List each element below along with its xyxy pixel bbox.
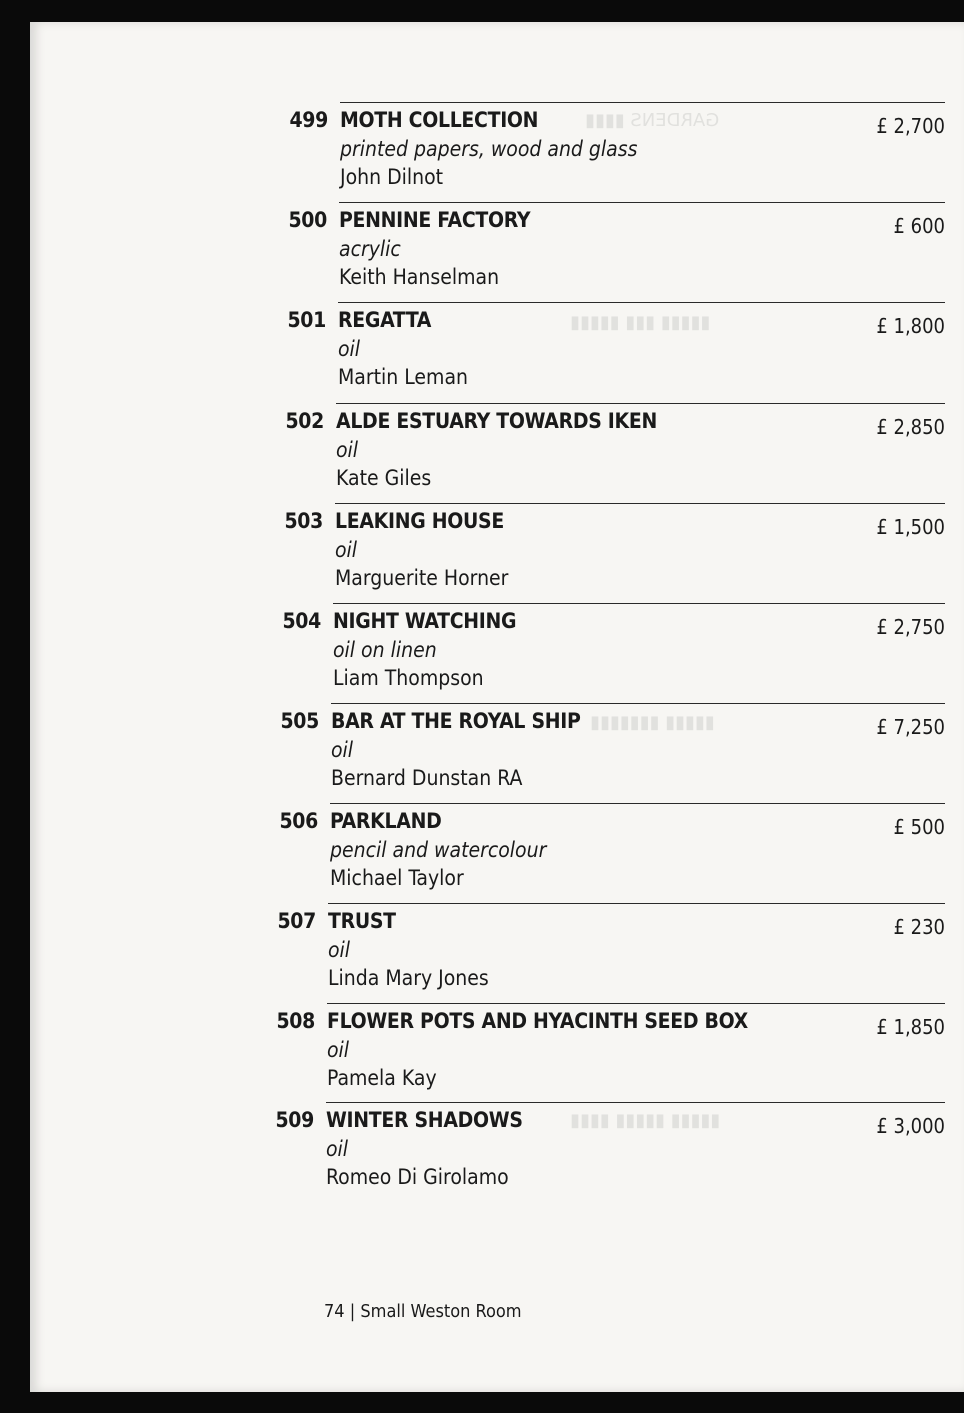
entry-divider xyxy=(336,403,945,404)
lot-number: 508 xyxy=(276,1009,315,1033)
artwork-price: £ 230 xyxy=(893,915,945,939)
lot-number: 501 xyxy=(287,308,326,332)
lot-number: 507 xyxy=(277,909,316,933)
entry-divider xyxy=(335,503,945,504)
artwork-price: £ 1,850 xyxy=(876,1015,945,1039)
artist-name: Keith Hanselman xyxy=(339,265,500,289)
artwork-medium: oil xyxy=(328,938,351,962)
artwork-price: £ 3,000 xyxy=(876,1114,945,1138)
show-through-text: ▮▮▮▮▮ ▮▮▮ ▮▮▮▮▮ xyxy=(570,312,711,333)
entry-divider xyxy=(328,903,945,904)
entry-divider xyxy=(340,102,945,103)
artwork-price: £ 2,700 xyxy=(876,114,945,138)
artist-name: Bernard Dunstan RA xyxy=(331,766,523,790)
artwork-title: PENNINE FACTORY xyxy=(339,208,531,232)
entry-divider xyxy=(330,803,945,804)
lot-number: 502 xyxy=(285,409,324,433)
lot-number: 506 xyxy=(279,809,318,833)
lot-number: 504 xyxy=(282,609,321,633)
entry-divider xyxy=(327,1003,945,1004)
show-through-text: GARDENS ▮▮▮▮ xyxy=(585,110,720,131)
artwork-medium: oil xyxy=(327,1038,350,1062)
page-number: 74 xyxy=(324,1301,345,1322)
artwork-price: £ 7,250 xyxy=(876,715,945,739)
lot-entry xyxy=(288,202,945,298)
artist-name: Liam Thompson xyxy=(333,666,484,690)
artist-name: John Dilnot xyxy=(340,165,444,189)
artwork-medium: oil xyxy=(331,738,354,762)
artwork-medium: oil xyxy=(335,538,358,562)
lot-entry xyxy=(282,603,945,699)
artwork-medium: printed papers, wood and glass xyxy=(340,137,638,161)
lot-number: 499 xyxy=(289,108,328,132)
lot-entry xyxy=(277,903,945,999)
entry-divider xyxy=(339,202,945,203)
footer-separator: | xyxy=(349,1301,356,1322)
artwork-price: £ 1,800 xyxy=(876,314,945,338)
entry-divider xyxy=(331,703,945,704)
artwork-price: £ 2,850 xyxy=(876,415,945,439)
artist-name: Michael Taylor xyxy=(330,866,464,890)
artwork-title: TRUST xyxy=(328,909,396,933)
lot-entry xyxy=(279,803,945,899)
artwork-title: REGATTA xyxy=(338,308,432,332)
lot-entry xyxy=(284,503,945,599)
lot-number: 503 xyxy=(284,509,323,533)
artist-name: Linda Mary Jones xyxy=(328,966,489,990)
artwork-title: LEAKING HOUSE xyxy=(335,509,504,533)
artwork-medium: acrylic xyxy=(339,237,401,261)
show-through-text: ▮▮▮▮▮ ▮▮▮▮▮ ▮▮▮▮ xyxy=(570,1110,721,1131)
artwork-title: NIGHT WATCHING xyxy=(333,609,517,633)
artwork-price: £ 1,500 xyxy=(876,515,945,539)
entry-divider xyxy=(338,302,945,303)
artwork-title: MOTH COLLECTION xyxy=(340,108,539,132)
lot-number: 509 xyxy=(275,1108,314,1132)
artwork-medium: oil on linen xyxy=(333,638,437,662)
room-name: Small Weston Room xyxy=(360,1301,522,1322)
artist-name: Pamela Kay xyxy=(327,1066,437,1090)
lot-number: 500 xyxy=(288,208,327,232)
artwork-medium: pencil and watercolour xyxy=(330,838,547,862)
show-through-text: ▮▮▮▮▮ ▮▮▮▮▮▮▮ xyxy=(590,712,715,733)
artwork-title: FLOWER POTS AND HYACINTH SEED BOX xyxy=(327,1009,748,1033)
artist-name: Martin Leman xyxy=(338,365,469,389)
artwork-price: £ 500 xyxy=(893,815,945,839)
artwork-title: PARKLAND xyxy=(330,809,442,833)
artwork-medium: oil xyxy=(326,1137,349,1161)
artwork-title: WINTER SHADOWS xyxy=(326,1108,523,1132)
lot-entry xyxy=(285,403,945,499)
artwork-price: £ 600 xyxy=(893,214,945,238)
artist-name: Kate Giles xyxy=(336,466,432,490)
artwork-medium: oil xyxy=(338,337,361,361)
artist-name: Romeo Di Girolamo xyxy=(326,1165,509,1189)
lot-entry xyxy=(289,102,945,198)
artwork-price: £ 2,750 xyxy=(876,615,945,639)
lot-entry xyxy=(275,1102,945,1198)
lot-number: 505 xyxy=(280,709,319,733)
entry-divider xyxy=(333,603,945,604)
catalogue-page xyxy=(30,22,964,1392)
artist-name: Marguerite Horner xyxy=(335,566,509,590)
artwork-title: BAR AT THE ROYAL SHIP xyxy=(331,709,581,733)
lot-entry xyxy=(276,1003,945,1099)
lot-list xyxy=(30,22,964,1322)
lot-entry xyxy=(280,703,945,799)
artwork-medium: oil xyxy=(336,438,359,462)
lot-entry xyxy=(287,302,945,398)
artwork-title: ALDE ESTUARY TOWARDS IKEN xyxy=(336,409,657,433)
page-footer xyxy=(324,1301,522,1322)
entry-divider xyxy=(326,1102,945,1103)
